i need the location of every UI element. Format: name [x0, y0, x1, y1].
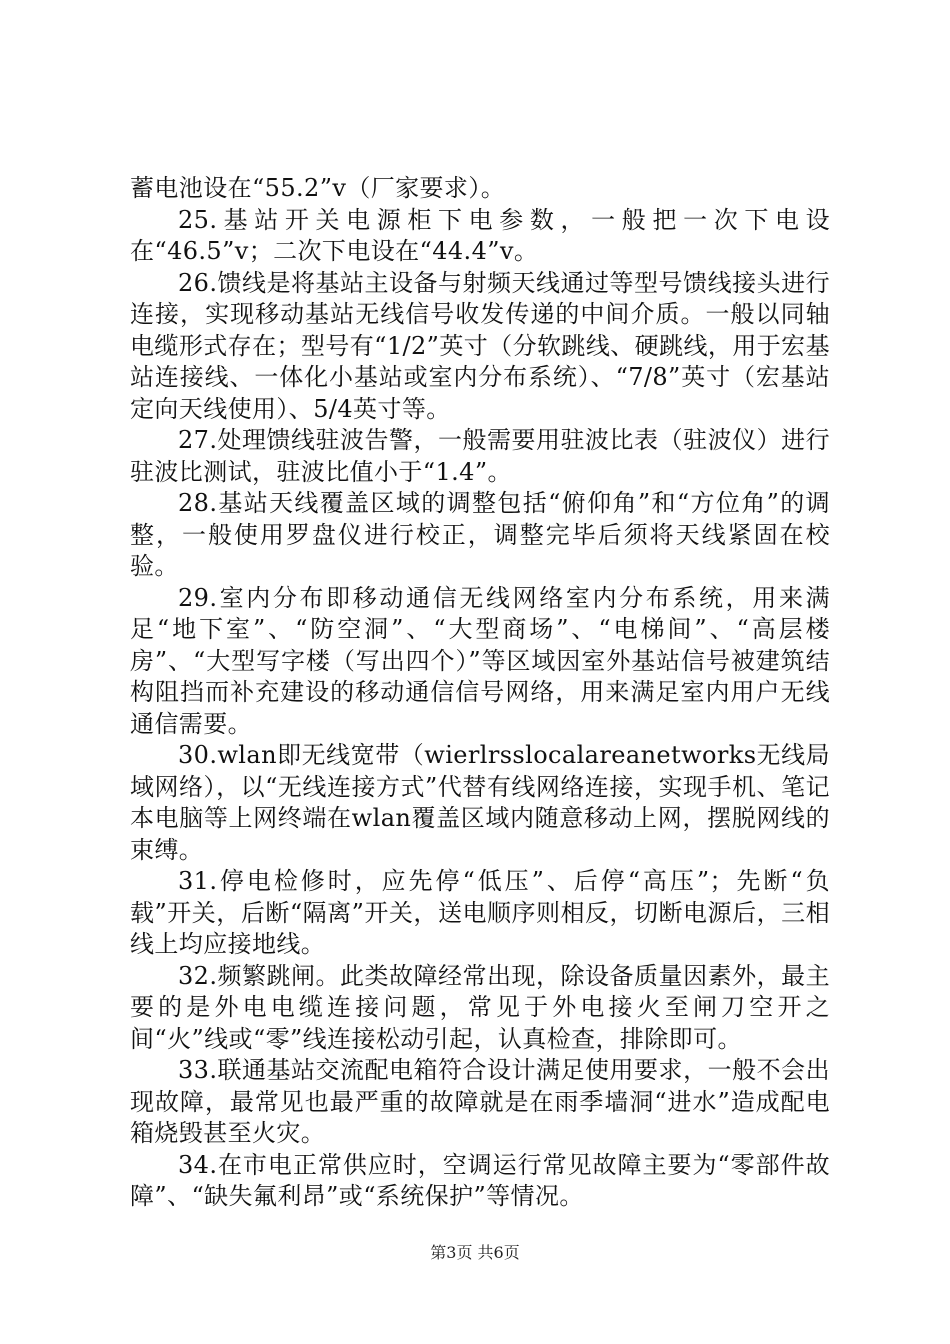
paragraph-item-29: 29.室内分布即移动通信无线网络室内分布系统，用来满足“地下室”、“防空洞”、“大型商场”、“电梯间”、“高层楼房”、“大型写字楼（写出四个）”等区域因室外基站信号被建筑结构阻挡而补充建设的移动通信信号网络，用来满足室内用户无线通信需要。 — [130, 583, 830, 738]
paragraph-item-34: 34.在市电正常供应时，空调运行常见故障主要为“零部件故障”、“缺失氟利昂”或“系统保护”等情况。 — [130, 1150, 830, 1210]
paragraph-item-25: 25.基站开关电源柜下电参数，一般把一次下电设在“46.5”v；二次下电设在“44.4”v。 — [130, 205, 830, 265]
paragraph-item-33: 33.联通基站交流配电箱符合设计满足使用要求，一般不会出现故障，最常见也最严重的故障就是在雨季墙洞“进水”造成配电箱烧毁甚至火灾。 — [130, 1056, 830, 1147]
paragraph-item-26: 26.馈线是将基站主设备与射频天线通过等型号馈线接头进行连接，实现移动基站无线信号收发传递的中间介质。一般以同轴电缆形式存在；型号有“1/2”英寸（分软跳线、硬跳线，用于宏基站连接线、一体化小基站或室内分布系统）、“7/8”英寸（宏基站定向天线使用）、5/4英寸等。 — [130, 268, 830, 423]
paragraph-battery-voltage: 蓄电池设在“55.2”v（厂家要求）。 — [130, 174, 506, 202]
paragraph-item-27: 27.处理馈线驻波告警，一般需要用驻波比表（驻波仪）进行驻波比测试，驻波比值小于“1.4”。 — [130, 426, 830, 486]
page-number-footer: 第3页 共6页 — [430, 1243, 520, 1262]
paragraph-item-30: 30.wlan即无线宽带（wierlrsslocalareanetworks无线局域网络），以“无线连接方式”代替有线网络连接，实现手机、笔记本电脑等上网终端在wlan覆盖区域内随意移动上网，摆脱网线的束缚。 — [130, 741, 830, 864]
document-body — [130, 173, 830, 1213]
paragraph-item-31: 31.停电检修时，应先停“低压”、后停“高压”；先断“负载”开关，后断“隔离”开关，送电顺序则相反，切断电源后，三相线上均应接地线。 — [130, 867, 830, 958]
paragraph-item-28: 28.基站天线覆盖区域的调整包括“俯仰角”和“方位角”的调整，一般使用罗盘仪进行校正，调整完毕后须将天线紧固在校验。 — [130, 489, 830, 580]
paragraph-item-32: 32.频繁跳闸。此类故障经常出现，除设备质量因素外，最主要的是外电电缆连接问题，常见于外电接火至闸刀空开之间“火”线或“零”线连接松动引起，认真检查，排除即可。 — [130, 961, 830, 1053]
